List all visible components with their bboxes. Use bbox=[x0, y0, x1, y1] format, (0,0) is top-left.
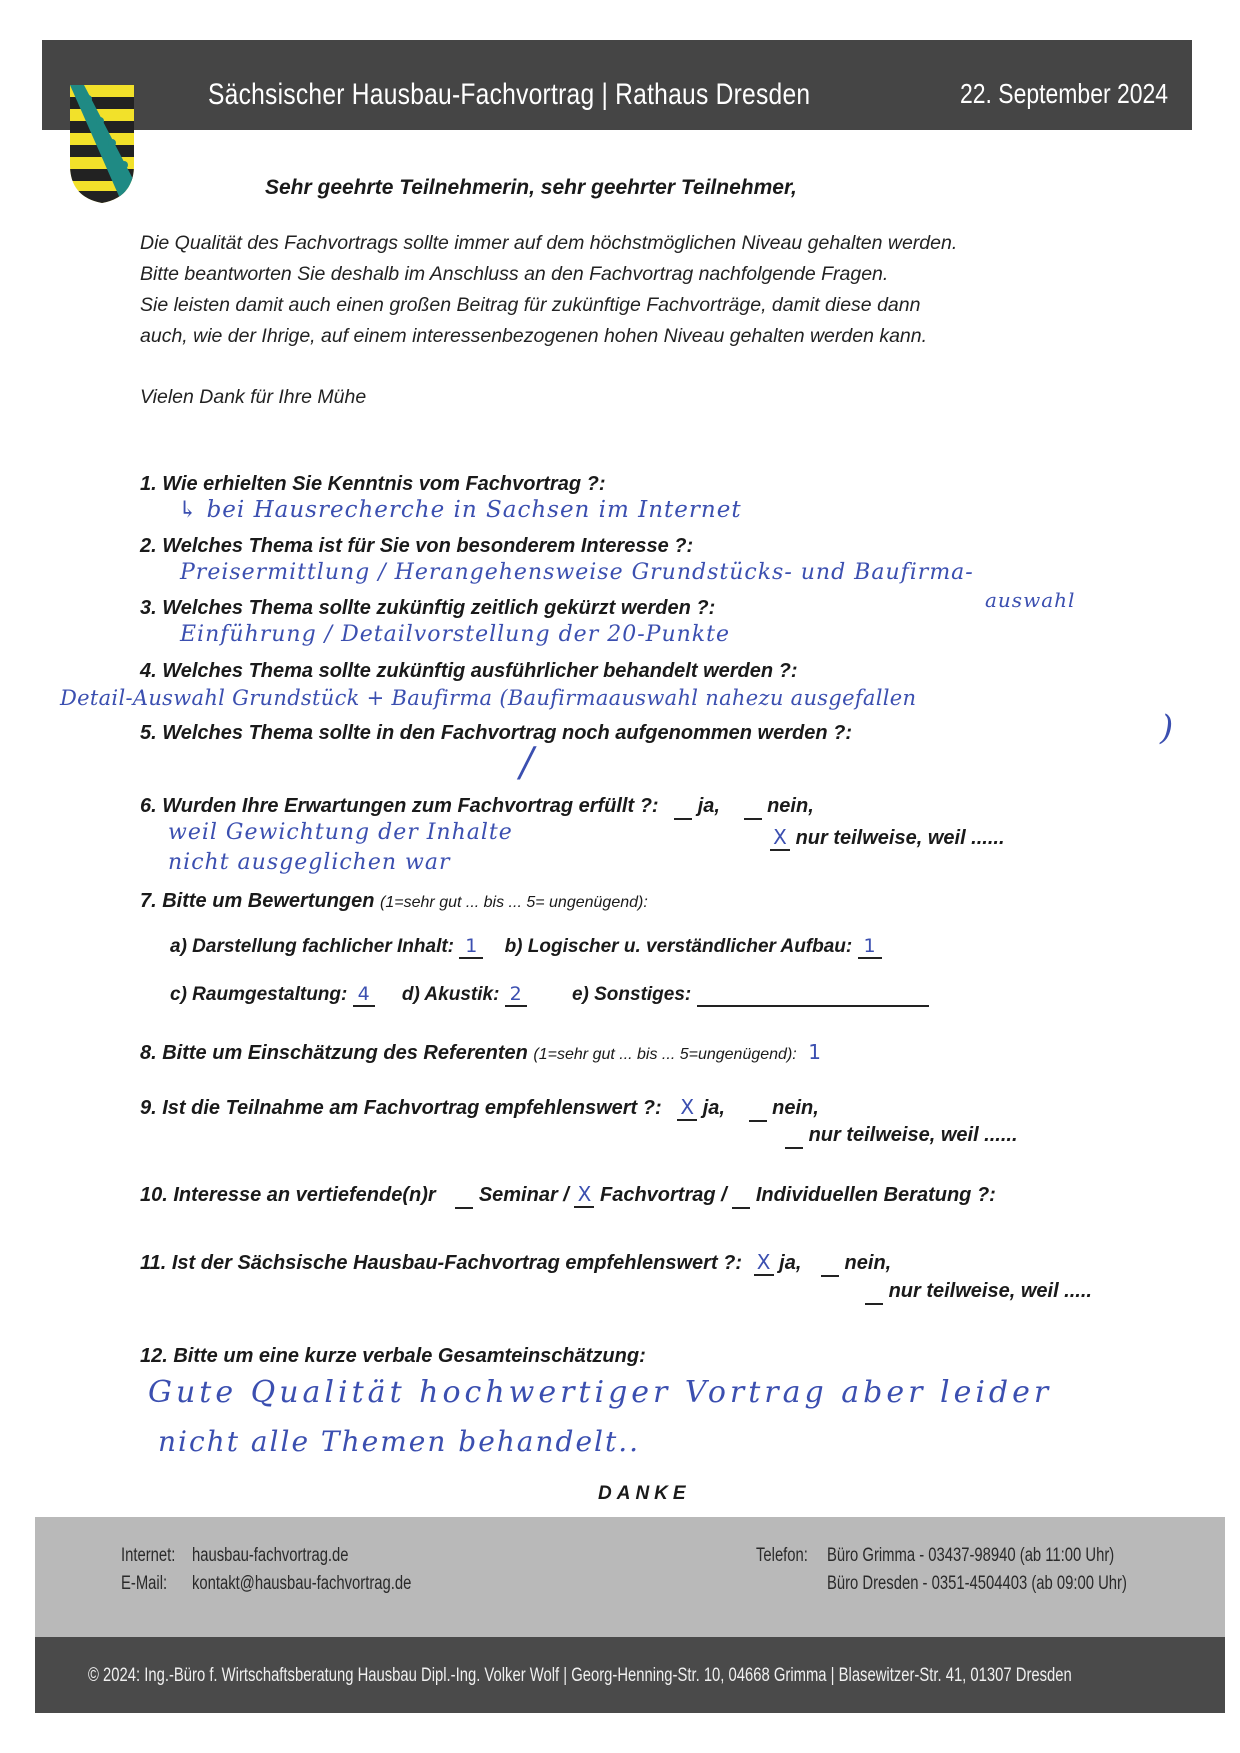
question-4-answer[interactable]: Detail-Auswahl Grundstück + Baufirma (Baufirmaauswahl nahezu ausgefallen bbox=[60, 686, 917, 710]
question-12-answer-line-1[interactable]: Gute Qualität hochwertiger Vortrag aber leider bbox=[148, 1375, 1053, 1410]
footer-email-link[interactable]: kontakt@hausbau-fachvortrag.de bbox=[192, 1573, 412, 1594]
question-10-text: 10. Interesse an vertiefende(n)r bbox=[140, 1184, 436, 1206]
q10-option-beratung: Individuellen Beratung ?: bbox=[755, 1184, 996, 1206]
q7b-label: b) Logischer u. verständlicher Aufbau: bbox=[504, 936, 853, 957]
q11-option-nein: nein, bbox=[844, 1252, 892, 1274]
q10-beratung-blank[interactable] bbox=[732, 1184, 750, 1209]
question-1-answer[interactable]: ↳ bei Hausrecherche in Sachsen im Internet bbox=[178, 497, 742, 523]
q9-option-nein: nein, bbox=[772, 1097, 819, 1119]
question-4-label: 4. Welches Thema sollte zukünftig ausführlicher behandelt werden ?: bbox=[140, 660, 798, 682]
q9-partial-blank[interactable] bbox=[785, 1124, 803, 1149]
q11-partial-row bbox=[865, 1280, 1092, 1305]
question-3-label: 3. Welches Thema sollte zukünftig zeitlich gekürzt werden ?: bbox=[140, 597, 716, 619]
footer-internet-link[interactable]: hausbau-fachvortrag.de bbox=[192, 1545, 349, 1566]
question-11-text: 11. Ist der Sächsische Hausbau-Fachvortrag empfehlenswert ?: bbox=[140, 1252, 743, 1274]
q6-partial-checkbox-mark[interactable]: X bbox=[770, 825, 790, 851]
thanks-text: Vielen Dank für Ihre Mühe bbox=[140, 386, 367, 408]
footer-email-label: E-Mail: bbox=[121, 1573, 168, 1594]
intro-line: Die Qualität des Fachvortrags sollte immer auf dem höchstmöglichen Niveau gehalten werden. bbox=[140, 232, 958, 254]
q7e-label: e) Sonstiges: bbox=[571, 984, 692, 1005]
q9-option-ja: ja, bbox=[702, 1097, 725, 1119]
q7d-label: d) Akustik: bbox=[401, 984, 500, 1005]
question-5-label: 5. Welches Thema sollte in den Fachvortrag noch aufgenommen werden ?: bbox=[140, 722, 852, 744]
q7-row-cde bbox=[170, 983, 929, 1007]
q8-value[interactable]: 1 bbox=[808, 1040, 822, 1064]
q11-partial-blank[interactable] bbox=[865, 1280, 883, 1305]
q11-ja-checkbox-mark[interactable]: X bbox=[754, 1250, 774, 1276]
q7a-label: a) Darstellung fachlicher Inhalt: bbox=[170, 936, 454, 957]
q6-partial-row bbox=[770, 825, 1005, 851]
q10-fachvortrag-checkbox-mark[interactable]: X bbox=[574, 1182, 594, 1208]
question-5-answer[interactable]: / bbox=[520, 740, 535, 786]
question-7-label bbox=[140, 890, 648, 913]
question-12-answer-line-2[interactable]: nicht alle Themen behandelt.. bbox=[158, 1425, 641, 1458]
q9-nein-blank[interactable] bbox=[749, 1097, 767, 1122]
footer-phone-label: Telefon: bbox=[756, 1545, 808, 1566]
footer-internet-label: Internet: bbox=[121, 1545, 176, 1566]
q10-option-seminar: Seminar / bbox=[478, 1184, 569, 1206]
greeting: Sehr geehrte Teilnehmerin, sehr geehrter Teilnehmer, bbox=[265, 176, 797, 199]
header-title: Sächsischer Hausbau-Fachvortrag | Rathaus Dresden bbox=[208, 78, 811, 111]
header-date: 22. September 2024 bbox=[960, 78, 1169, 109]
question-6-text: 6. Wurden Ihre Erwartungen zum Fachvortrag erfüllt ?: bbox=[140, 795, 659, 817]
q7e-value[interactable] bbox=[697, 983, 929, 1007]
footer-phone-grimma: Büro Grimma - 03437-98940 (ab 11:00 Uhr) bbox=[827, 1545, 1115, 1566]
question-11-label bbox=[140, 1250, 891, 1277]
q7b-value[interactable]: 1 bbox=[858, 935, 882, 959]
question-6-answer-line-2[interactable]: nicht ausgeglichen war bbox=[168, 850, 451, 875]
question-2-answer[interactable]: Preisermittlung / Herangehensweise Grundstücks- und Baufirma- bbox=[180, 560, 974, 585]
question-4-answer-close: ) bbox=[1160, 708, 1175, 748]
q11-nein-blank[interactable] bbox=[821, 1252, 839, 1277]
q7-row-ab bbox=[170, 935, 882, 959]
question-2-label: 2. Welches Thema ist für Sie von besonderem Interesse ?: bbox=[140, 535, 694, 557]
question-10-label bbox=[140, 1182, 996, 1209]
q7a-value[interactable]: 1 bbox=[459, 935, 483, 959]
q7c-value[interactable]: 4 bbox=[353, 983, 375, 1007]
question-7-hint: (1=sehr gut ... bis ... 5= ungenügend): bbox=[380, 894, 648, 911]
q6-option-partial: nur teilweise, weil ...... bbox=[795, 827, 1005, 849]
q7c-label: c) Raumgestaltung: bbox=[170, 984, 348, 1005]
question-8-label bbox=[140, 1040, 821, 1065]
question-8-hint: (1=sehr gut ... bis ... 5=ungenügend): bbox=[533, 1046, 797, 1063]
question-7-text: 7. Bitte um Bewertungen bbox=[140, 890, 375, 912]
question-2-answer-continued[interactable]: auswahl bbox=[985, 588, 1076, 612]
footer-copyright: © 2024: Ing.-Büro f. Wirtschaftsberatung Hausbau Dipl.-Ing. Volker Wolf | Georg-Henning-Str. 10, 04668 Grimma | Blasewitzer-Str. 41, 01307 Dresden bbox=[88, 1665, 1072, 1686]
footer-phone-dresden: Büro Dresden - 0351-4504403 (ab 09:00 Uhr) bbox=[827, 1573, 1127, 1594]
q7d-value[interactable]: 2 bbox=[505, 983, 527, 1007]
question-9-text: 9. Ist die Teilnahme am Fachvortrag empfehlenswert ?: bbox=[140, 1097, 662, 1119]
intro-line: Bitte beantworten Sie deshalb im Anschluss an den Fachvortrag nachfolgende Fragen. bbox=[140, 263, 889, 285]
q11-option-ja: ja, bbox=[779, 1252, 802, 1274]
q6-ja-blank[interactable] bbox=[674, 795, 692, 820]
q9-option-partial: nur teilweise, weil ...... bbox=[808, 1124, 1018, 1146]
question-9-label bbox=[140, 1095, 819, 1122]
intro-line: Sie leisten damit auch einen großen Beitrag für zukünftige Fachvorträge, damit diese dann bbox=[140, 294, 921, 316]
q9-ja-checkbox-mark[interactable]: X bbox=[677, 1095, 697, 1121]
question-8-text: 8. Bitte um Einschätzung des Referenten bbox=[140, 1042, 528, 1064]
closing-danke: DANKE bbox=[598, 1483, 691, 1504]
intro-line: auch, wie der Ihrige, auf einem interessenbezogenen hohen Niveau gehalten werden kann. bbox=[140, 325, 928, 347]
q6-option-ja: ja, bbox=[697, 795, 720, 817]
question-1-label: 1. Wie erhielten Sie Kenntnis vom Fachvortrag ?: bbox=[140, 473, 606, 495]
question-12-label: 12. Bitte um eine kurze verbale Gesamteinschätzung: bbox=[140, 1345, 646, 1367]
q10-option-fachvortrag: Fachvortrag / bbox=[599, 1184, 727, 1206]
q10-seminar-blank[interactable] bbox=[455, 1184, 473, 1209]
q6-option-nein: nein, bbox=[767, 795, 814, 817]
saxony-coat-of-arms-logo bbox=[70, 85, 134, 203]
question-6-label bbox=[140, 795, 814, 820]
question-3-answer[interactable]: Einführung / Detailvorstellung der 20-Punkte bbox=[180, 622, 730, 647]
q11-option-partial: nur teilweise, weil ..... bbox=[888, 1280, 1092, 1302]
q6-nein-blank[interactable] bbox=[744, 795, 762, 820]
intro-text bbox=[140, 228, 957, 352]
q9-partial-row bbox=[785, 1124, 1018, 1149]
question-6-answer-line-1[interactable]: weil Gewichtung der Inhalte bbox=[168, 820, 513, 845]
